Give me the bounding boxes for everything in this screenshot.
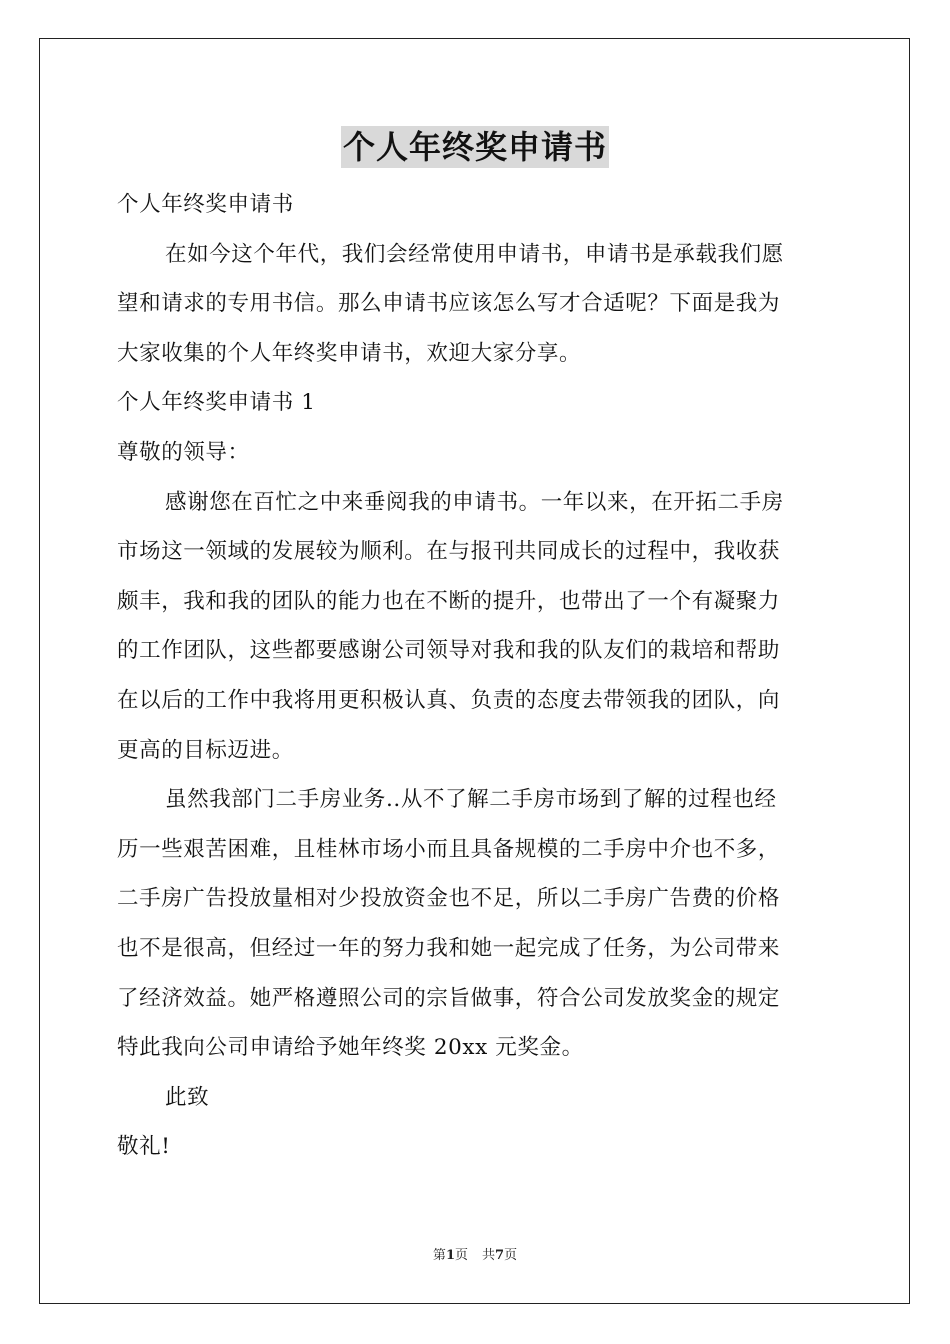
page-suffix: 页 [454, 1248, 468, 1263]
page-number: 1 [445, 1248, 455, 1263]
closing-line: 此致 [165, 1084, 210, 1110]
para2-line-3: 二手房广告投放量相对少投放资金也不足，所以二手房广告费的价格 [117, 886, 781, 912]
intro-line-2: 望和请求的专用书信。那么申请书应该怎么写才合适呢？下面是我为 [117, 291, 781, 317]
para1-line-5: 在以后的工作中我将用更积极认真、负责的态度去带领我的团队，向 [117, 687, 781, 713]
para1-line-3: 颇丰，我和我的团队的能力也在不断的提升，也带出了一个有凝聚力 [117, 588, 781, 614]
total-prefix: 共 [482, 1248, 496, 1263]
page-prefix: 第 [432, 1248, 446, 1263]
para1-line-4: 的工作团队，这些都要感谢公司领导对我和我的队友们的栽培和帮助 [117, 638, 781, 664]
total-pages: 7 [495, 1248, 505, 1263]
regards-line: 敬礼! [117, 1134, 171, 1160]
para1-line-1: 感谢您在百忙之中来垂阅我的申请书。一年以来，在开拓二手房 [165, 489, 784, 515]
intro-line-3: 大家收集的个人年终奖申请书，欢迎大家分享。 [117, 340, 582, 366]
salutation: 尊敬的领导： [117, 439, 250, 465]
subtitle-line: 个人年终奖申请书 [117, 192, 294, 217]
document-body [117, 126, 833, 1172]
title-wrap [117, 126, 833, 170]
para2-line-2: 历一些艰苦困难，且桂林市场小而且具备规模的二手房中介也不多， [117, 836, 781, 862]
para2-line-5: 了经济效益。她严格遵照公司的宗旨做事，符合公司发放奖金的规定 [117, 985, 781, 1011]
page-footer [0, 1246, 950, 1266]
para2-line-1: 虽然我部门二手房业务..从不了解二手房市场到了解的过程也经 [165, 787, 777, 813]
total-suffix: 页 [504, 1248, 518, 1263]
para1-line-2: 市场这一领域的发展较为顺利。在与报刊共同成长的过程中，我收获 [117, 539, 781, 565]
intro-line-1: 在如今这个年代，我们会经常使用申请书，申请书是承载我们愿 [165, 241, 784, 267]
para1-line-6: 更高的目标迈进。 [117, 737, 294, 763]
para2-line-4: 也不是很高，但经过一年的努力我和她一起完成了任务，为公司带来 [117, 935, 781, 961]
section-heading: 个人年终奖申请书 1 [117, 390, 316, 416]
para2-line-6: 特此我向公司申请给予她年终奖 20xx 元奖金。 [117, 1035, 584, 1061]
document-title: 个人年终奖申请书 [342, 128, 607, 166]
